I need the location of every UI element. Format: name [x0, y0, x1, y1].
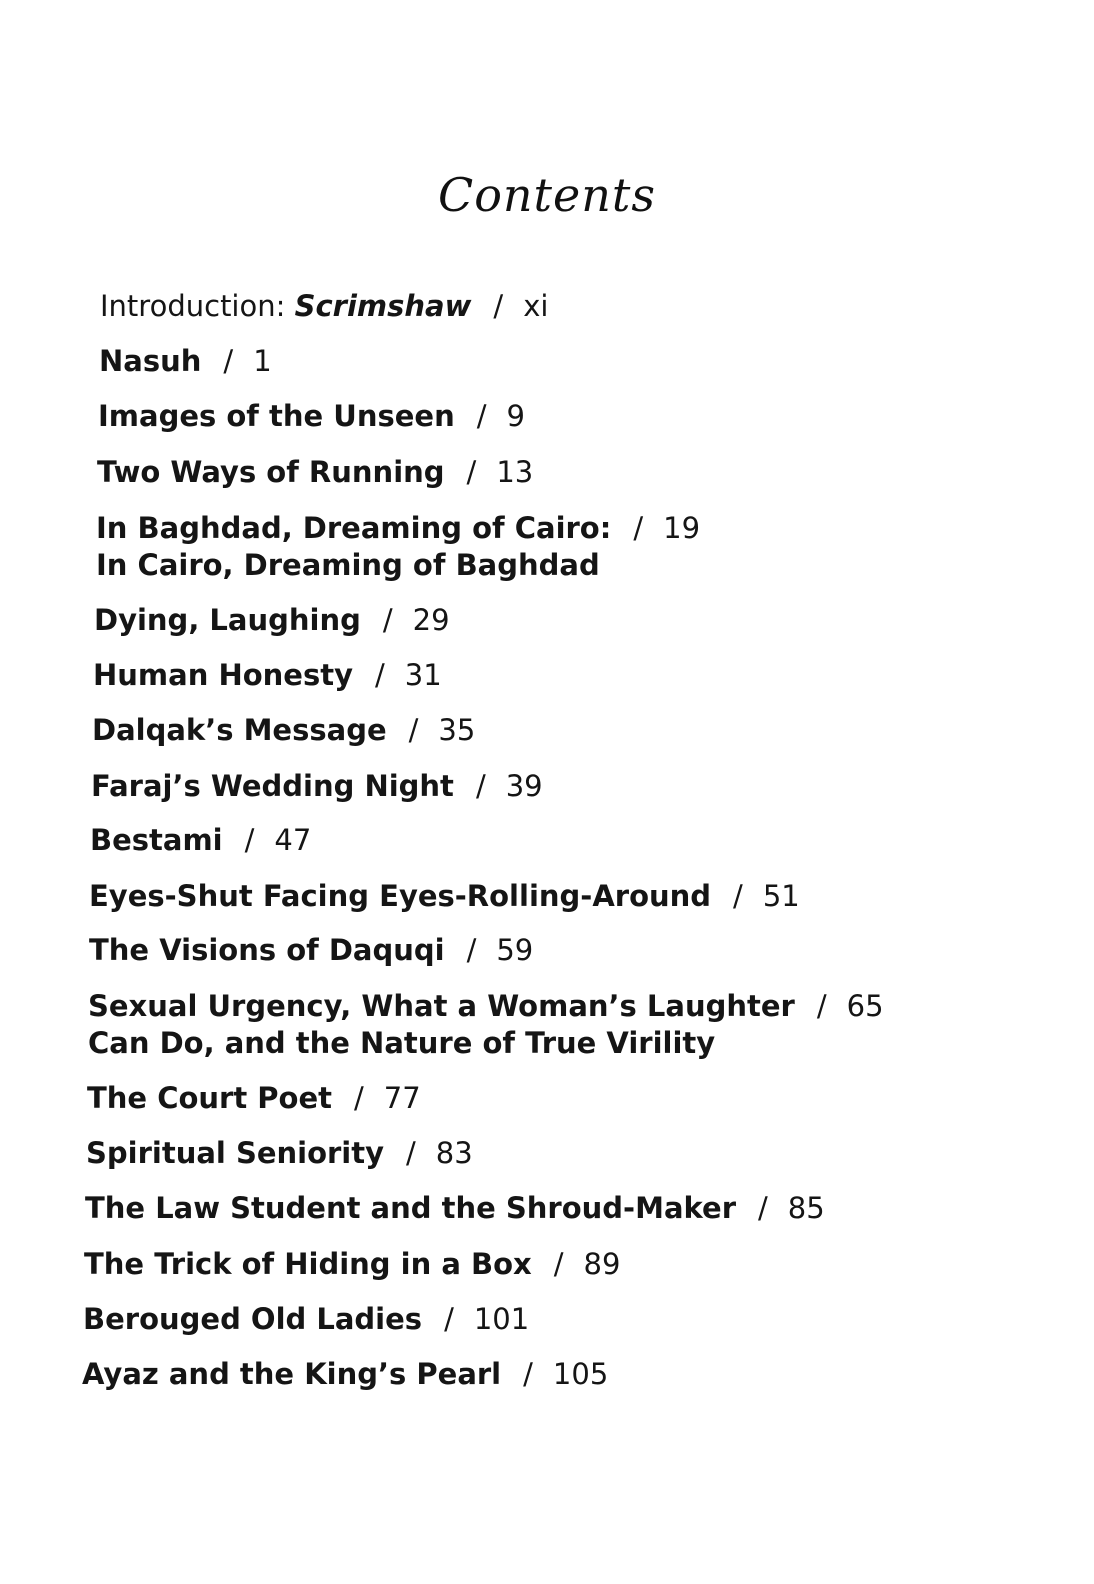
toc-entry-title: Nasuh [99, 344, 202, 378]
toc-entry-title: Eyes-Shut Facing Eyes-Rolling-Around [89, 879, 712, 913]
toc-separator: / [444, 1302, 454, 1336]
toc-entry-title-line2: In Cairo, Dreaming of Baghdad [96, 548, 600, 582]
toc-entry-two-line [88, 988, 884, 1062]
toc-page-number: 31 [404, 658, 442, 692]
toc-entry [98, 398, 525, 435]
toc-entry [92, 712, 475, 749]
toc-separator: / [493, 289, 504, 323]
toc-entry [94, 602, 450, 639]
toc-page-number: 1 [253, 344, 272, 378]
toc-entry-title: Human Honesty [93, 658, 353, 692]
toc-page-number: 85 [787, 1191, 825, 1225]
toc-page-number: 9 [506, 399, 525, 433]
toc-entry-title: Two Ways of Running [97, 455, 445, 489]
toc-entry-title: In Baghdad, Dreaming of Cairo: [96, 511, 612, 545]
toc-entry-title: The Court Poet [87, 1081, 333, 1115]
toc-entry [89, 878, 800, 915]
toc-page-number: 101 [473, 1302, 530, 1336]
toc-page-number: 13 [496, 455, 534, 489]
toc-separator: / [816, 989, 827, 1023]
toc-entry-title-italic: Scrimshaw [294, 289, 472, 323]
toc-entry-two-line [96, 510, 700, 584]
toc-entry-title: Ayaz and the King’s Pearl [82, 1357, 502, 1391]
toc-entry [99, 343, 272, 380]
toc-separator: / [476, 399, 487, 433]
toc-page-number: 29 [412, 603, 450, 637]
toc-entry-title: Sexual Urgency, What a Woman’s Laughter [88, 989, 795, 1023]
toc-entry-title: The Visions of Daquqi [89, 933, 445, 967]
toc-entry [85, 1190, 825, 1227]
toc-separator: / [408, 713, 419, 747]
toc-entry [83, 1301, 529, 1338]
toc-page-number: 59 [496, 933, 534, 967]
toc-page-number: 35 [438, 713, 476, 747]
toc-separator: / [406, 1136, 416, 1170]
page-title: Contents [438, 168, 656, 222]
toc-entry-title: The Law Student and the Shroud-Maker [85, 1191, 736, 1225]
toc-entry [84, 1246, 620, 1283]
toc-entry-title: Bestami [90, 823, 223, 857]
toc-page-number: 47 [274, 823, 312, 857]
toc-separator: / [374, 658, 385, 692]
toc-separator: / [523, 1357, 533, 1391]
toc-separator: / [223, 344, 234, 378]
toc-entry [93, 657, 442, 694]
toc-page-number: 39 [505, 769, 543, 803]
toc-entry-title: Spiritual Seniority [86, 1136, 385, 1170]
toc-page-number: xi [523, 289, 549, 323]
toc-page-number: 77 [383, 1081, 421, 1115]
toc-entry-title: Berouged Old Ladies [83, 1302, 423, 1336]
toc-page-number: 89 [583, 1247, 621, 1281]
toc-entry-title: Dying, Laughing [94, 603, 361, 637]
toc-entry-title: Dalqak’s Message [92, 713, 387, 747]
toc-separator: / [244, 823, 255, 857]
toc-separator: / [553, 1247, 564, 1281]
toc-separator: / [354, 1081, 364, 1115]
toc-entry-title: The Trick of Hiding in a Box [84, 1247, 532, 1281]
toc-page-number: 83 [435, 1136, 473, 1170]
toc-entry [97, 454, 533, 491]
toc-page-number: 51 [762, 879, 800, 913]
toc-page-number: 105 [552, 1357, 609, 1391]
toc-entry [90, 822, 311, 859]
toc-page-number: 65 [846, 989, 884, 1023]
toc-separator: / [475, 769, 486, 803]
toc-entry-introduction [100, 288, 548, 325]
toc-entry [87, 1080, 421, 1117]
toc-entry [82, 1356, 608, 1393]
toc-separator: / [382, 603, 393, 637]
toc-separator: / [466, 933, 477, 967]
toc-entry [89, 932, 533, 969]
toc-entry-title-prefix: Introduction: [100, 289, 295, 323]
toc-entry-title-line2: Can Do, and the Nature of True Virility [88, 1026, 716, 1060]
toc-page-number: 19 [663, 511, 701, 545]
toc-separator: / [633, 511, 644, 545]
toc-separator: / [733, 879, 743, 913]
toc-separator: / [758, 1191, 768, 1225]
toc-separator: / [466, 455, 477, 489]
toc-entry-title: Faraj’s Wedding Night [91, 769, 454, 803]
toc-entry-title: Images of the Unseen [98, 399, 455, 433]
toc-entry [86, 1135, 473, 1172]
toc-entry [91, 768, 543, 805]
